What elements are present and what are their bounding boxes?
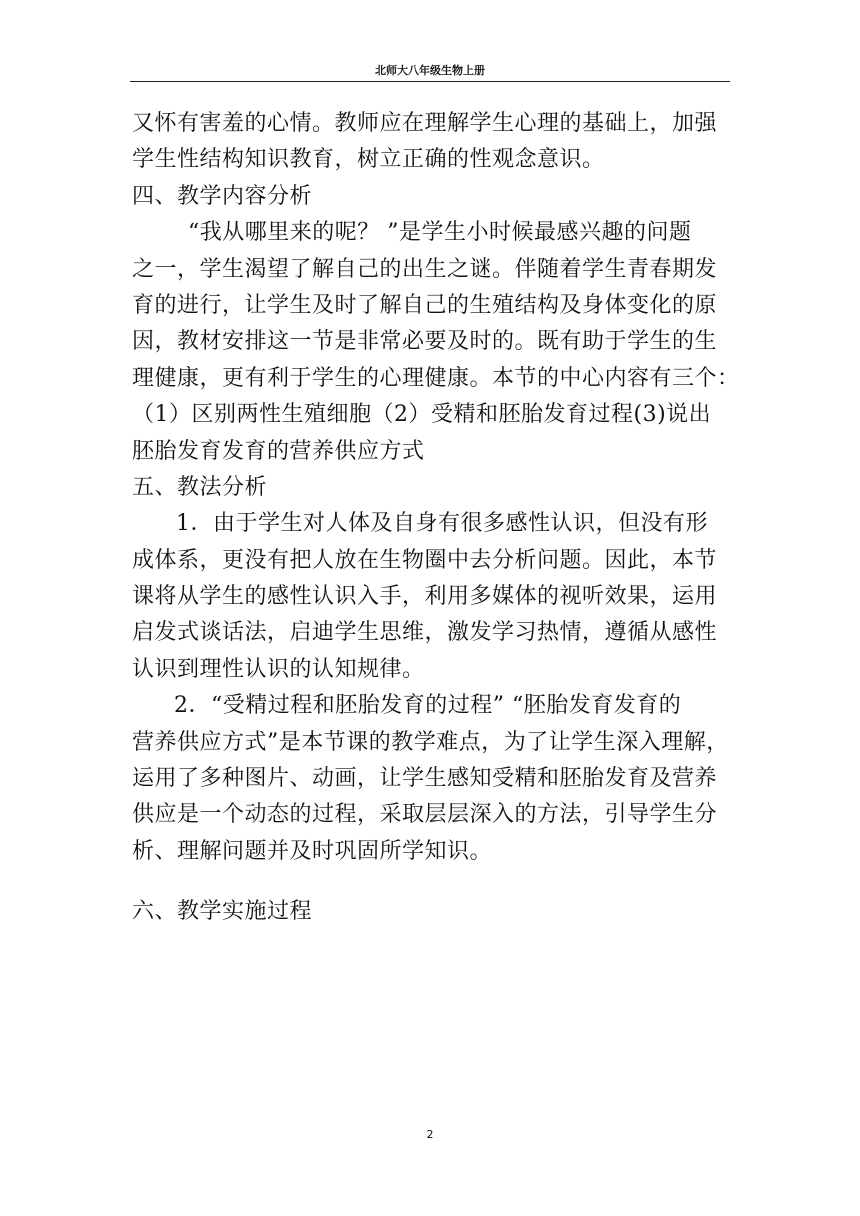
- page-header: 北师大八年级生物上册: [375, 64, 485, 77]
- paragraph-line: 理健康，更有利于学生的心理健康。本节的中心内容有三个：: [132, 365, 740, 391]
- section-heading-teaching-method-analysis: 五、教法分析: [132, 474, 268, 500]
- paragraph-line: 1．由于学生对人体及自身有很多感性认识，但没有形: [176, 511, 708, 537]
- paragraph-line: 课将从学生的感性认识入手，利用多媒体的视听效果，运用: [132, 584, 718, 610]
- paragraph-line: 认识到理性认识的认知规律。: [132, 656, 425, 682]
- paragraph-line: 成体系，更没有把人放在生物圈中去分析问题。因此，本节: [132, 547, 718, 573]
- paragraph-line: 育的进行，让学生及时了解自己的生殖结构及身体变化的原: [132, 292, 718, 318]
- page-number: 2: [426, 1128, 434, 1141]
- paragraph-line: 启发式谈话法，启迪学生思维，激发学习热情，遵循从感性: [132, 620, 718, 646]
- document-body: [132, 106, 740, 931]
- paragraph-line: 胚胎发育发育的营养供应方式: [132, 438, 425, 464]
- paragraph-line: 析、理解问题并及时巩固所学知识。: [132, 838, 493, 864]
- paragraph-line: “我从哪里来的呢？ ”是学生小时候最感兴趣的问题: [188, 220, 692, 246]
- paragraph-line: 供应是一个动态的过程，采取层层深入的方法，引导学生分: [132, 802, 718, 828]
- paragraph-line: 运用了多种图片、动画，让学生感知受精和胚胎发育及营养: [132, 766, 718, 792]
- paragraph-line: 2．“受精过程和胚胎发育的过程” “胚胎发育发育的: [174, 693, 682, 719]
- section-heading-teaching-content-analysis: 四、教学内容分析: [132, 183, 313, 209]
- paragraph-line: （1）区别两性生殖细胞（2）受精和胚胎发育过程(3)说出: [132, 402, 712, 428]
- paragraph-gap: [132, 870, 732, 894]
- paragraph-line: 因，教材安排这一节是非常必要及时的。既有助于学生的生: [132, 329, 718, 355]
- paragraph-line: 学生性结构知识教育，树立正确的性观念意识。: [132, 147, 605, 173]
- paragraph-line: 之一，学生渴望了解自己的出生之谜。伴随着学生青春期发: [132, 256, 718, 282]
- header-divider: [130, 81, 730, 82]
- paragraph-line: 又怀有害羞的心情。教师应在理解学生心理的基础上，加强: [132, 111, 718, 136]
- section-heading-teaching-implementation: 六、教学实施过程: [132, 899, 313, 925]
- paragraph-line: 营养供应方式”是本节课的教学难点，为了让学生深入理解，: [132, 729, 729, 755]
